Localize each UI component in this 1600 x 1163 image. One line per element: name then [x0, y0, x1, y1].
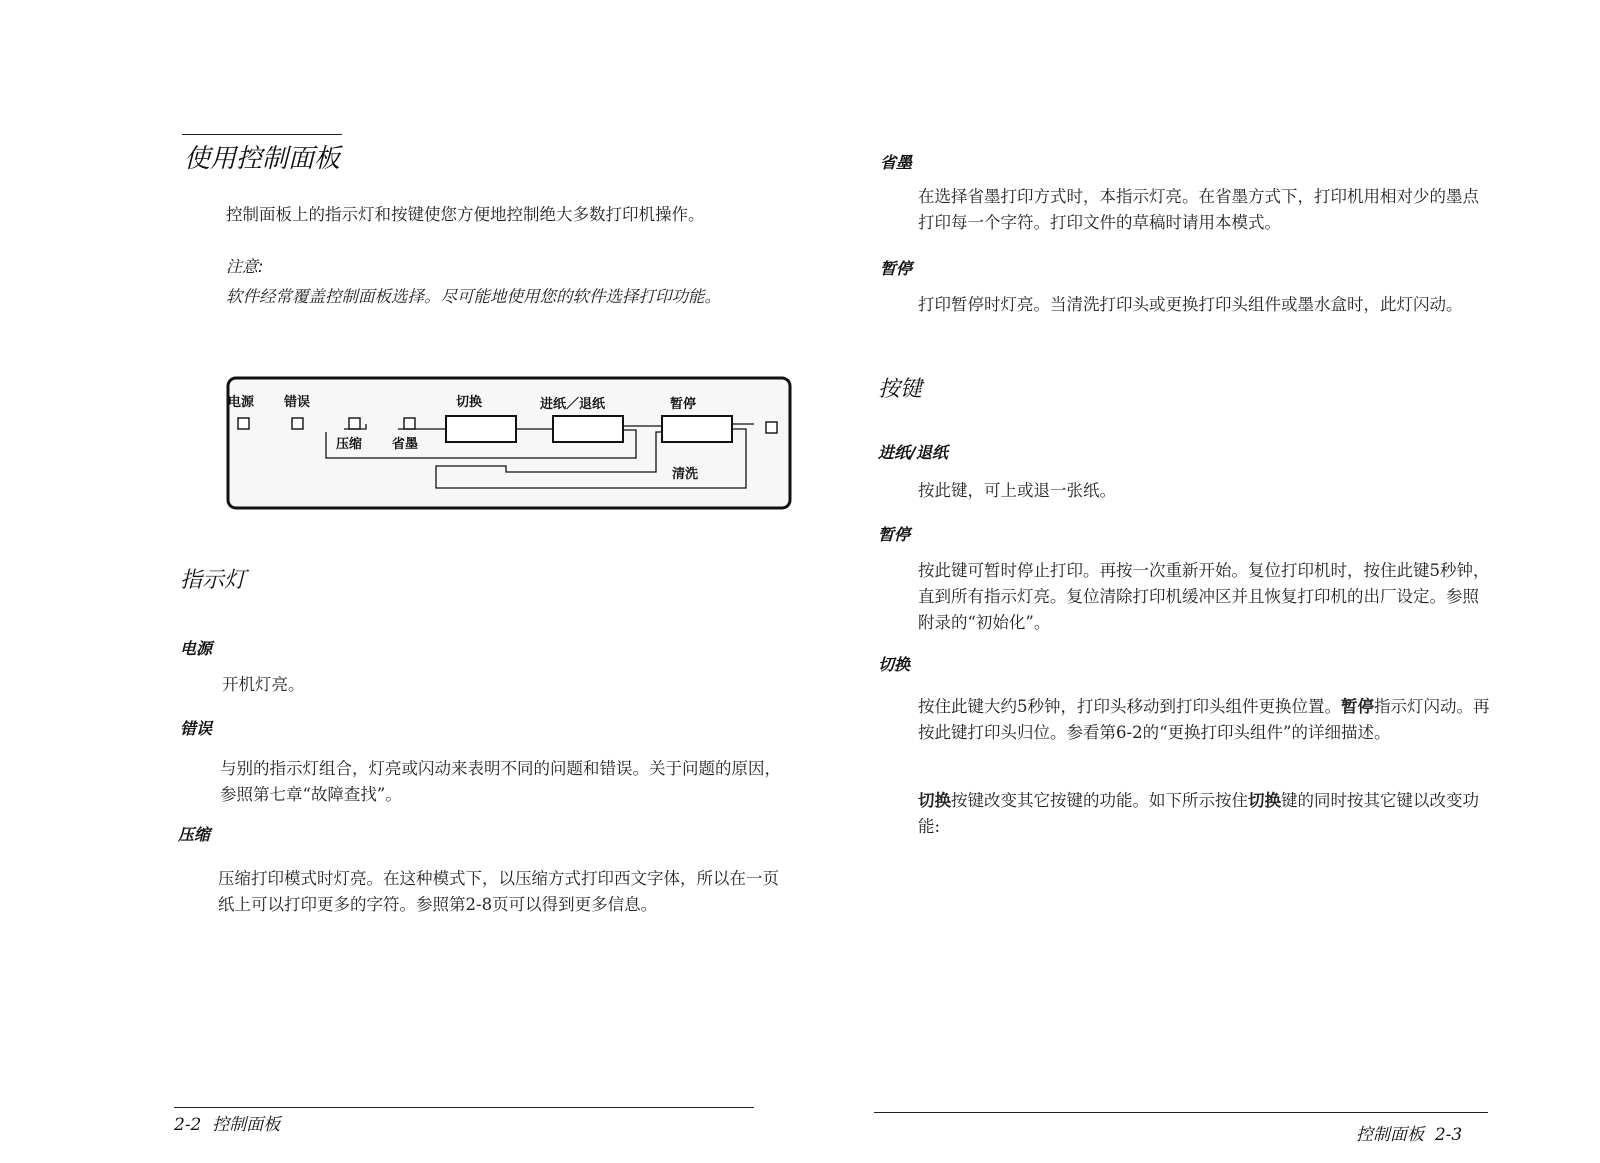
economy-light	[404, 418, 415, 429]
buttons-heading: 按键	[878, 377, 923, 402]
alt-text-bold: 暂停	[1341, 697, 1374, 716]
alt-button	[446, 416, 516, 442]
power-light	[238, 418, 249, 429]
pause-button-text: 按此键可暂时停止打印。再按一次重新开始。复位打印机时，按住此键5秒钟，直到所有指示灯亮。复位清除打印机缓冲区并且恢复打印机的出厂设定。参照附录的“初始化”。	[918, 561, 1490, 632]
power-label: 电源	[228, 395, 255, 410]
compressed-text: 压缩打印模式时灯亮。在这种模式下，以压缩方式打印西文字体，所以在一页纸上可以打印更多的字符。参照第2-8页可以得到更多信息。	[218, 869, 779, 914]
economy-text: 在选择省墨打印方式时，本指示灯亮。在省墨方式下，打印机用相对少的墨点打印每一个字符。打印文件的草稿时请用本模式。	[918, 187, 1479, 232]
footer-rule-right	[874, 1112, 1488, 1113]
compressed-heading: 压缩	[178, 825, 211, 844]
economy-label: 省墨	[392, 437, 419, 452]
note-text: 软件经常覆盖控制面板选择。尽可能地使用您的软件选择打印功能。	[226, 287, 721, 306]
alt-function-part: 键的同时按其它键以改变功能:	[918, 791, 1479, 836]
power-heading: 电源	[180, 639, 213, 658]
lights-heading: 指示灯	[180, 568, 247, 593]
error-text: 与别的指示灯组合，灯亮或闪动来表明不同的问题和错误。关于问题的原因，参照第七章“故障查找”。	[220, 759, 781, 804]
pause-button-heading: 暂停	[878, 525, 911, 544]
alt-text-part: 按住此键大约5秒钟，打印头移动到打印头组件更换位置。	[918, 697, 1341, 716]
pause-light-text: 打印暂停时灯亮。当清洗打印头或更换打印头组件或墨水盒时，此灯闪动。	[918, 295, 1463, 314]
title-rule	[182, 134, 342, 135]
load-eject-button	[553, 416, 623, 442]
alt-heading: 切换	[878, 655, 911, 674]
footer-right-title: 控制面板	[1356, 1125, 1424, 1145]
pause-light	[766, 422, 777, 433]
error-light	[292, 418, 303, 429]
error-label: 错误	[284, 395, 311, 410]
compressed-light	[349, 418, 360, 429]
footer-left	[174, 1110, 280, 1135]
error-heading: 错误	[180, 719, 213, 738]
load-eject-text: 按此键，可上或退一张纸。	[918, 481, 1116, 500]
load-eject-heading: 进纸/退纸	[878, 443, 948, 462]
pause-label: 暂停	[670, 397, 697, 412]
alt-label: 切换	[456, 395, 483, 410]
alt-text-part: 指示灯闪动。再按此键打印头归位。参看第6-2的“更换打印头组件”的详细描述。	[918, 697, 1490, 742]
footer-rule-left	[174, 1107, 754, 1108]
power-text: 开机灯亮。	[222, 675, 305, 694]
footer-left-page: 2-2	[174, 1115, 202, 1135]
alt-function-text	[918, 788, 1490, 840]
page-title: 使用控制面板	[184, 144, 341, 174]
pause-button	[662, 416, 732, 442]
compressed-label: 压缩	[336, 437, 363, 452]
economy-heading: 省墨	[880, 153, 913, 172]
pause-light-heading: 暂停	[880, 259, 913, 278]
footer-left-title: 控制面板	[212, 1115, 281, 1135]
note-label: 注意:	[226, 257, 264, 276]
alt-text	[918, 694, 1490, 746]
control-panel-diagram	[226, 376, 796, 516]
intro-text: 控制面板上的指示灯和按键使您方便地控制绝大多数打印机操作。	[226, 205, 705, 224]
alt-function-part: 按键改变其它按键的功能。如下所示按住	[951, 791, 1248, 810]
footer-right	[1356, 1120, 1462, 1145]
alt-function-bold: 切换	[918, 791, 951, 810]
alt-function-bold: 切换	[1248, 791, 1281, 810]
footer-right-page: 2-3	[1434, 1125, 1463, 1145]
cleaning-label: 清洗	[672, 467, 699, 482]
load-eject-label: 进纸／退纸	[540, 397, 606, 412]
